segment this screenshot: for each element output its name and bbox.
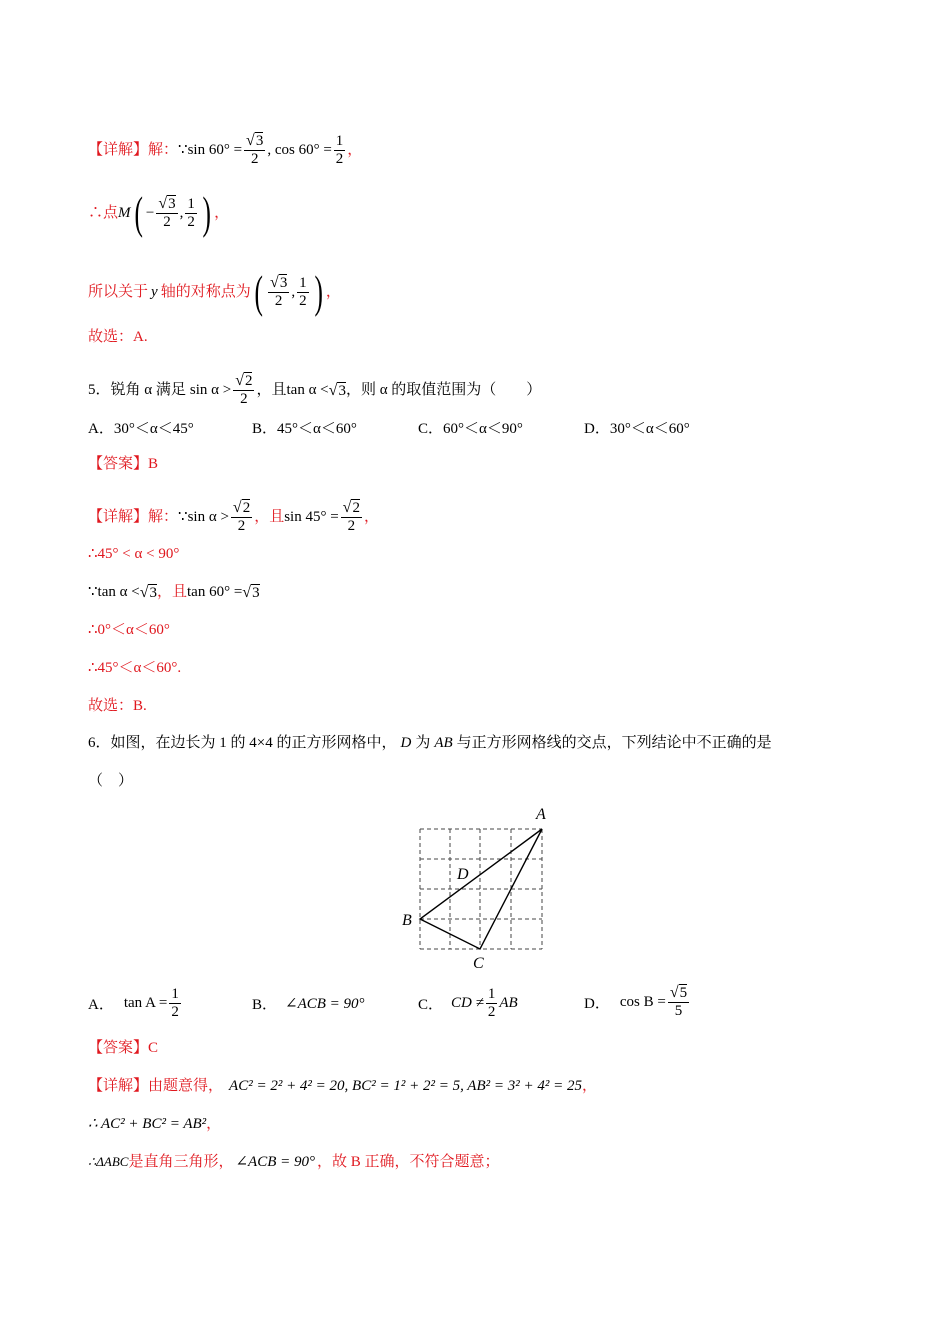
question-5: 5．锐角 α 满足 sin α > √ 2 2 ，且 tan α < √ 3 ，则 α 的取值范围为（ ） — [88, 372, 542, 407]
q6-option-a[interactable]: A． tan A = $\frac{1}{2}$ — [88, 986, 179, 1020]
detail5-line-4: ∴0°＜α＜60° — [88, 622, 170, 638]
q6-option-c[interactable]: C． CD ≠ $\frac{1}{2}$ AB — [418, 986, 518, 1020]
detail6-line-3: ∴ΔABC 是直角三角形， ∠ACB = 90° ，故 B 正确，不符合题意； — [88, 1154, 500, 1170]
question-6-line-2: （ ） — [88, 773, 134, 789]
label-a: A — [536, 806, 546, 823]
grid-figure — [396, 800, 566, 972]
q5-option-a[interactable]: A．30°＜α＜45° — [88, 421, 194, 437]
paren-left: ( — [133, 187, 143, 238]
detail5-line-1: 【详解】 解： ∵ sin α > √ 2 2 ，且 sin 45° = √ 2 2 ， — [88, 499, 379, 534]
sin60-expr: sin 60° = — [187, 142, 243, 158]
detail6-line-2: ∴ AC² + BC² = AB² ， — [88, 1116, 222, 1132]
fraction-1-over-2: $\frac{1}{2}$ — [299, 274, 307, 309]
detail-line-1: 【详解】 解： ∵ sin 60° = √ 3 2 , cos 60° = $\frac{1}{2}$ ， — [88, 132, 363, 167]
because-symbol: ∵ — [178, 142, 188, 158]
triangle-abc — [420, 829, 542, 949]
fraction-sqrt3-over-2: √ 3 2 — [270, 274, 288, 309]
symmetric-point-line: 所以关于 y 轴的对称点为 ( √ 3 2 , $\frac{1}{2}$ ) ， — [88, 266, 341, 317]
point-m-line: ∴点 M ( − √ 3 2 , $\frac{1}{2}$ ) ， — [88, 187, 230, 238]
detail5-line-5: ∴45°＜α＜60°. — [88, 660, 182, 676]
fraction-sqrt3-over-2: √ 3 2 — [246, 132, 264, 167]
detail-label: 【详解】 — [88, 142, 149, 158]
answer-6: 【答案】C — [88, 1040, 159, 1056]
cos60-expr: , cos 60° = — [267, 142, 332, 158]
detail5-line-3: ∵ tan α < √ 3 ，且 tan 60° = √ 3 — [88, 583, 260, 601]
fraction-1-over-2: $\frac{1}{2}$ — [335, 132, 344, 167]
label-d: D — [457, 866, 469, 883]
point-m: M — [118, 205, 131, 221]
answer-5: 【答案】B — [88, 456, 159, 472]
solve-text: 解： — [148, 142, 179, 158]
choose-answer-a: 故选：A. — [88, 329, 148, 345]
fraction-sqrt3-over-2: √ 3 2 — [158, 195, 176, 230]
detail6-line-1: 【详解】 由题意得， AC² = 2² + 4² = 20, BC² = 1² + 2² = 5, AB² = 3² + 4² = 25 ， — [88, 1078, 598, 1094]
detail5-line-6: 故选：B. — [88, 698, 147, 714]
q5-option-d[interactable]: D．30°＜α＜60° — [584, 421, 690, 437]
q6-option-d[interactable]: D． cos B = √ 5 5 — [584, 984, 688, 1019]
label-b: B — [402, 912, 412, 929]
q5-option-c[interactable]: C．60°＜α＜90° — [418, 421, 523, 437]
detail5-line-2: ∴45° < α < 90° — [88, 546, 180, 562]
question-6-line-1: 6．如图，在边长为 1 的 4×4 的正方形网格中， D 为 AB 与正方形网格线的交点，下列结论中不正确的是 — [88, 735, 772, 751]
q5-option-b[interactable]: B．45°＜α＜60° — [252, 421, 357, 437]
therefore-point: ∴点 — [88, 205, 119, 221]
fraction-1-over-2: $\frac{1}{2}$ — [187, 195, 195, 230]
paren-right: ) — [202, 187, 211, 238]
q6-option-b[interactable]: B． ∠ACB = 90° — [252, 996, 365, 1013]
label-c: C — [473, 955, 484, 972]
